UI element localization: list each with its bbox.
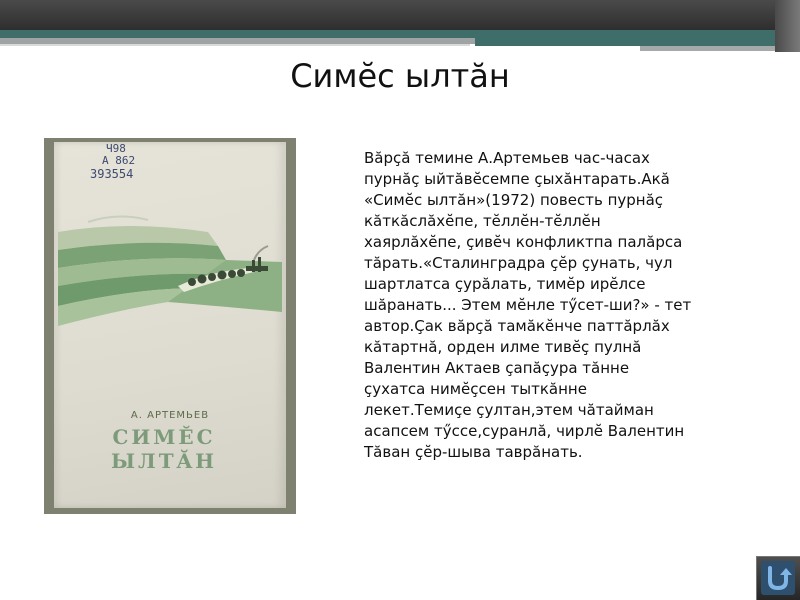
library-stamp-line-2: А 862: [102, 154, 136, 167]
text-line: асапсем тӳссе,суранлă, чирлĕ Валентин: [364, 422, 685, 440]
text-line: автор.Çак вăрçă тамăкĕнче паттăрлăх: [364, 317, 670, 335]
header-gray-bar-right: [640, 46, 780, 51]
slide-body-text: [364, 148, 756, 463]
text-line: шăранать... Этем мĕнле тӳсет-ши?» - тет: [364, 296, 692, 314]
slide-title: Симĕс ылтăн: [290, 57, 510, 95]
header-teal-bar: [0, 30, 800, 38]
book-cover: [54, 142, 286, 508]
header-teal-bar-right: [475, 38, 800, 46]
text-line: тăрать.«Сталинградра çĕр çунать, чул: [364, 254, 673, 272]
cover-title: [104, 425, 224, 473]
return-arrow-icon: [761, 561, 795, 595]
text-line: лекет.Темиçе çултан,этем чăтайман: [364, 401, 654, 419]
cover-author: А. АРТЕМЬЕВ: [130, 410, 210, 421]
text-line: пурнăç ыйтăвĕсемпе çыхăнтарать.Акă: [364, 170, 670, 188]
text-line: хаярлăхĕпе, çивĕч конфликтпа палăрса: [364, 233, 683, 251]
library-stamp-line-3: 393554: [90, 167, 134, 181]
text-line: Вăрçă темине А.Артемьев час-часах: [364, 149, 650, 167]
header-dark-bar: [0, 0, 800, 30]
text-line: шартлатса çурăлать, тимĕр ирĕлсе: [364, 275, 646, 293]
cover-field-illustration: [58, 202, 282, 332]
text-line: Тăван çĕр-шыва таврăнать.: [364, 443, 583, 461]
library-stamp-line-1: Ч98: [106, 142, 126, 155]
cover-title-line-1: СИМĔС: [112, 425, 216, 449]
return-button[interactable]: [756, 556, 800, 600]
cover-title-line-2: ЫЛТĂН: [110, 449, 217, 473]
book-cover-photo: [44, 138, 296, 514]
text-line: «Симĕс ылтăн»(1972) повесть пурнăç: [364, 191, 664, 209]
text-line: кăткăслăхĕпе, тĕллĕн-тĕллĕн: [364, 212, 601, 230]
header-corner-block: [775, 0, 800, 52]
text-line: Валентин Актаев çапăçура тăнне: [364, 359, 630, 377]
text-line: çухатса нимĕçсен тыткăнне: [364, 380, 587, 398]
text-line: кăтартнă, орден илме тивĕç пулнă: [364, 338, 642, 356]
header-highlight-line: [0, 44, 470, 46]
